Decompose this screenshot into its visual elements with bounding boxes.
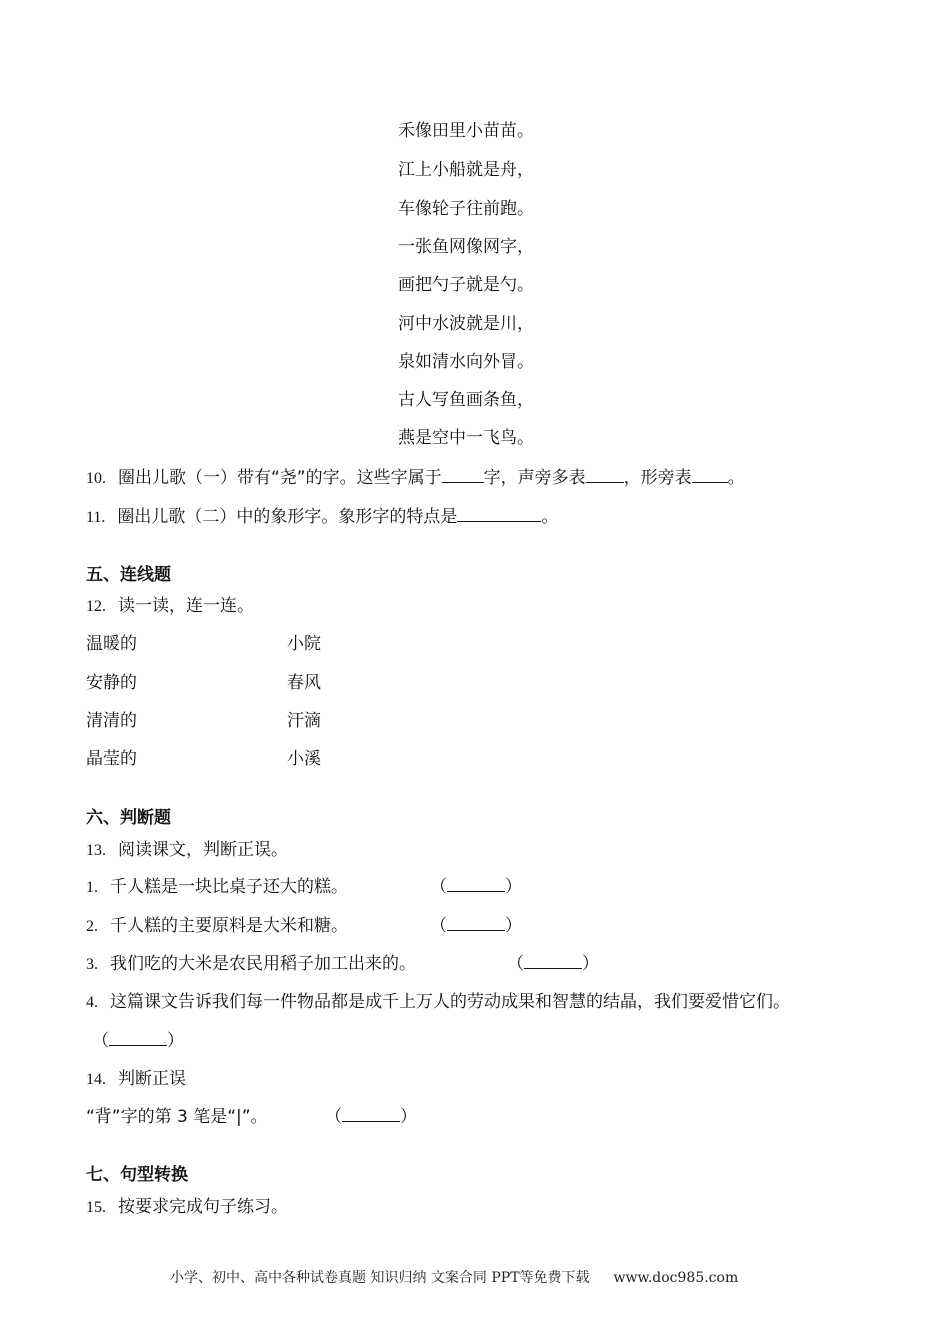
judge-item: 2. 千人糕的主要原料是大米和糖。: [86, 916, 348, 936]
poem-line: 古人写鱼画条鱼，: [398, 390, 534, 410]
poem-line: 河中水波就是川，: [398, 314, 534, 334]
judge-answer[interactable]: （ ）: [430, 916, 522, 936]
match-right[interactable]: 小院: [287, 634, 321, 654]
match-left[interactable]: 温暖的: [86, 634, 137, 654]
footer-url[interactable]: www.doc985.com: [613, 1270, 739, 1286]
answer-blank[interactable]: [442, 466, 484, 483]
judge-item: 4. 这篇课文告诉我们每一件物品都是成千上万人的劳动成果和智慧的结晶，我们要爱惜它们。: [86, 992, 790, 1012]
section-heading: 七、句型转换: [86, 1165, 188, 1185]
judge-answer[interactable]: （ ）: [430, 877, 522, 897]
judge-item: 3. 我们吃的大米是农民用稻子加工出来的。: [86, 954, 416, 974]
poem-line: 江上小船就是舟，: [398, 160, 534, 180]
poem-line: 泉如清水向外冒。: [398, 352, 534, 372]
answer-blank[interactable]: [457, 505, 541, 522]
question-11: 11. 圈出儿歌（二）中的象形字。象形字的特点是 。: [86, 507, 559, 527]
answer-blank[interactable]: [692, 466, 728, 483]
section-heading: 六、判断题: [86, 808, 171, 828]
question-10: 10. 圈出儿歌（一）带有“尧”的字。这些字属于 字，声旁多表 ，形旁表 。: [86, 468, 745, 488]
judge-item: 1. 千人糕是一块比桌子还大的糕。: [86, 877, 348, 897]
match-left[interactable]: 安静的: [86, 673, 137, 693]
judge-answer[interactable]: （ ）: [507, 954, 599, 974]
footer: 小学、初中、高中各种试卷真题 知识归纳 文案合同 PPT等免费下载 www.doc985.com: [170, 1270, 739, 1286]
poem-line: 车像轮子往前跑。: [398, 199, 534, 219]
match-left[interactable]: 晶莹的: [86, 749, 137, 769]
match-left[interactable]: 清清的: [86, 711, 137, 731]
section-heading: 五、连线题: [86, 565, 171, 585]
poem-line: 燕是空中一飞鸟。: [398, 428, 534, 448]
match-right[interactable]: 汗滴: [287, 711, 321, 731]
judge-answer[interactable]: （ ）: [325, 1107, 417, 1127]
poem-line: 画把勺子就是勺。: [398, 275, 534, 295]
match-right[interactable]: 小溪: [287, 749, 321, 769]
poem-line: 一张鱼网像网字，: [398, 237, 534, 257]
judge-answer[interactable]: （ ）: [92, 1031, 184, 1051]
question-13: 13. 阅读课文，判断正误。: [86, 840, 288, 860]
judge-item: “背”字的第 3 笔是“|”。: [86, 1107, 268, 1127]
match-right[interactable]: 春风: [287, 673, 321, 693]
poem-line: 禾像田里小苗苗。: [398, 121, 534, 141]
answer-blank[interactable]: [586, 466, 624, 483]
question-14: 14. 判断正误: [86, 1069, 186, 1089]
question-15: 15. 按要求完成句子练习。: [86, 1197, 288, 1217]
question-12: 12. 读一读，连一连。: [86, 596, 254, 616]
